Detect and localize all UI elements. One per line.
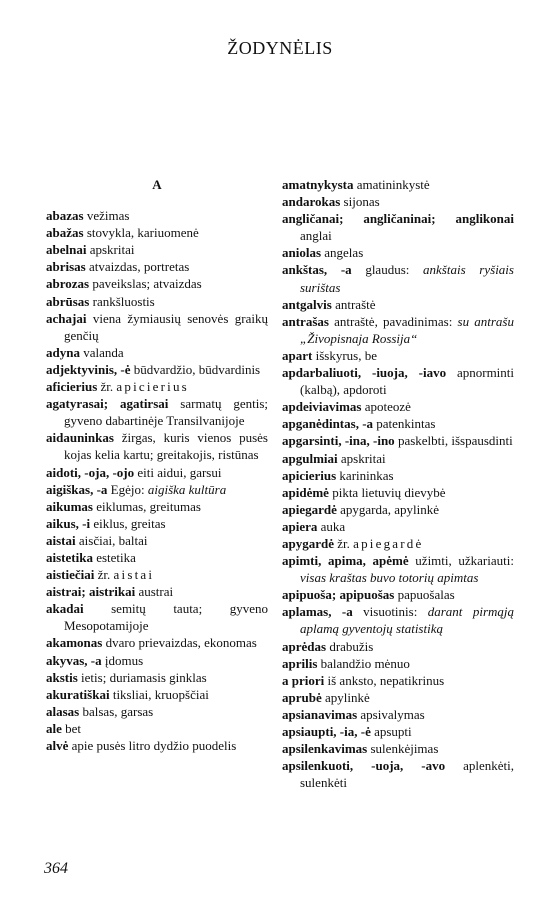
entry-definition: anglai	[300, 228, 332, 244]
entry-definition: apylinkė	[321, 689, 370, 705]
dictionary-entry	[46, 583, 268, 600]
entry-definition: angelas	[321, 245, 364, 261]
entry-definition: valanda	[79, 344, 124, 360]
dictionary-entry	[46, 600, 268, 634]
entry-headword: apidėmė	[282, 484, 329, 500]
entry-headword: amatnykysta	[282, 177, 354, 192]
entry-definition: aplenkėti, sulenkėti	[300, 758, 514, 791]
dictionary-entry	[282, 176, 514, 193]
entry-headword: apsianavimas	[282, 706, 358, 722]
entry-headword: abelnai	[46, 242, 87, 258]
entry-definition: ietis; duriamasis ginklas	[77, 669, 207, 685]
entry-headword: antgalvis	[282, 296, 332, 312]
entry-headword: agatyrasai; agatirsai	[46, 396, 169, 412]
dictionary-entry	[282, 450, 514, 467]
page-number: 364	[44, 860, 68, 877]
entry-headword: akuratiškai	[46, 686, 110, 702]
entry-headword: apiegardė	[282, 501, 337, 517]
left-column	[46, 176, 268, 754]
entry-definition: aisčiai, baltai	[75, 532, 148, 548]
entry-example: aigiška kultūra	[147, 481, 227, 497]
dictionary-entry	[46, 395, 268, 429]
dictionary-entry	[282, 347, 514, 364]
entry-headword: abrūsas	[46, 293, 90, 309]
entry-headword: adyna	[46, 344, 80, 360]
entries-right	[282, 176, 514, 791]
entry-headword: apganėdintas, -a	[282, 416, 374, 432]
dictionary-entry	[282, 757, 514, 791]
dictionary-entry	[282, 210, 514, 244]
entry-definition: žr.	[334, 535, 354, 551]
entry-definition: sulenkėjimas	[367, 741, 439, 757]
entry-headword: abrisas	[46, 259, 86, 275]
entry-crossref: apicierius	[116, 379, 189, 395]
entry-headword: aniolas	[282, 245, 322, 261]
entry-headword: apdarbaliuoti, -iuoja, -iavo	[282, 365, 447, 381]
dictionary-entry	[46, 532, 268, 549]
entry-definition: antraštė	[331, 296, 376, 312]
dictionary-entry	[282, 552, 514, 586]
entry-definition: glaudus:	[351, 262, 424, 278]
entry-headword: abazas	[46, 208, 84, 224]
dictionary-entry	[282, 432, 514, 449]
entry-definition: karininkas	[336, 467, 394, 483]
entry-headword: aigiškas, -a	[46, 481, 108, 497]
entry-headword: aidoti, -oja, -ojo	[46, 464, 135, 480]
entry-definition: Egėjo:	[107, 481, 148, 497]
entry-definition: vežimas	[83, 208, 130, 224]
dictionary-entry	[282, 740, 514, 757]
dictionary-entry	[46, 224, 268, 241]
entry-headword: aistrai; aistrikai	[46, 584, 136, 600]
entry-crossref: aistai	[113, 567, 155, 583]
dictionary-entry	[282, 535, 514, 552]
entry-example: ankštais ryšiais surištas	[300, 262, 514, 295]
entry-definition: užimti, užkariauti:	[408, 553, 514, 569]
entry-definition: apskritai	[86, 242, 135, 258]
section-letter: A	[152, 177, 162, 192]
entry-headword: aidauninkas	[46, 430, 114, 446]
entry-headword: abrozas	[46, 276, 90, 292]
entry-example: darant pirmąją aplamą gyventojų statistiką	[300, 604, 515, 637]
entry-headword: angličanai; angličaninai; anglikonai	[282, 211, 514, 227]
entry-example: su antrašu „Živopisnaja Rossija“	[300, 313, 514, 346]
entry-headword: apart	[282, 347, 313, 363]
dictionary-entry	[282, 364, 514, 398]
dictionary-entry	[46, 310, 268, 344]
entry-definition: tiksliai, kruopščiai	[109, 686, 209, 702]
entry-headword: ankštas, -a	[282, 262, 352, 278]
entry-headword: aistai	[46, 532, 76, 548]
entry-headword: apicierius	[282, 467, 337, 483]
dictionary-entry	[282, 723, 514, 740]
entry-definition: papuošalas	[394, 587, 455, 603]
dictionary-entry	[282, 484, 514, 501]
page-title: ŽODYNĖLIS	[227, 38, 333, 58]
dictionary-entry	[282, 193, 514, 210]
entry-headword: apimti, apima, apėmė	[282, 553, 409, 569]
entry-definition: apskritai	[337, 450, 386, 466]
entry-definition: apoteozė	[361, 399, 411, 415]
entry-headword: alvė	[46, 738, 69, 753]
dictionary-entry	[46, 498, 268, 515]
entry-headword: aprubė	[282, 689, 322, 705]
dictionary-entry	[282, 518, 514, 535]
entry-definition: būdvardžio, būdvardinis	[130, 361, 261, 377]
entry-definition: dvaro prievaizdas, ekonomas	[102, 635, 257, 651]
dictionary-entry	[46, 258, 268, 275]
dictionary-entry	[282, 467, 514, 484]
entry-definition: apsivalymas	[357, 706, 425, 722]
entry-definition: amatininkystė	[353, 177, 430, 192]
entry-definition: eiklus, greitas	[90, 515, 166, 531]
dictionary-entry	[46, 652, 268, 669]
entry-definition: stovykla, kariuomenė	[83, 225, 199, 241]
entry-definition: apnorminti (kalbą), apdoroti	[300, 365, 515, 398]
dictionary-entry	[46, 293, 268, 310]
entry-headword: alasas	[46, 703, 80, 719]
entry-definition: eiklumas, greitumas	[92, 498, 201, 514]
dictionary-entry	[282, 415, 514, 432]
entry-headword: apipuoša; apipuošas	[282, 587, 395, 603]
dictionary-entry	[46, 344, 268, 361]
dictionary-entry	[282, 638, 514, 655]
dictionary-entry	[46, 361, 268, 378]
dictionary-entry	[46, 737, 268, 754]
entry-headword: aplamas, -a	[282, 604, 353, 620]
entry-definition: įdomus	[101, 652, 144, 668]
entry-definition: paskelbti, išspausdinti	[394, 433, 513, 449]
entry-definition: viena žymiausių senovės graikų genčių	[64, 310, 268, 343]
dictionary-entry	[282, 501, 514, 518]
entry-headword: akyvas, -a	[46, 652, 102, 668]
dictionary-entry	[46, 703, 268, 720]
dictionary-entry	[282, 398, 514, 415]
entry-headword: antrašas	[282, 313, 329, 329]
dictionary-entry	[46, 275, 268, 292]
dictionary-entry	[46, 634, 268, 651]
entry-definition: išskyrus, be	[312, 347, 377, 363]
dictionary-entry	[282, 313, 514, 347]
entry-headword: aistiečiai	[46, 567, 95, 583]
dictionary-entry	[46, 241, 268, 258]
entry-definition: apie pusės litro dydžio puodelis	[68, 738, 237, 753]
entry-headword: apygardė	[282, 535, 334, 551]
dictionary-entry	[46, 429, 268, 463]
entry-headword: apsiaupti, -ia, -ė	[282, 724, 371, 739]
entry-definition: pikta lietuvių dievybė	[328, 484, 446, 500]
entry-headword: aprėdas	[282, 638, 327, 654]
entry-headword: aistetika	[46, 549, 93, 565]
dictionary-entry	[282, 586, 514, 603]
entry-headword: apgulmiai	[282, 450, 338, 466]
entry-definition: patenkintas	[373, 416, 436, 432]
entry-headword: a priori	[282, 672, 325, 688]
entry-headword: abažas	[46, 225, 84, 241]
entry-definition: sarmatų gentis; gyveno dabartinėje Transilvanijoje	[64, 396, 268, 429]
entry-definition: atvaizdas, portretas	[85, 259, 190, 275]
entry-headword: aprilis	[282, 655, 318, 671]
entry-headword: apgarsinti, -ina, -ino	[282, 433, 395, 449]
dictionary-entry	[282, 689, 514, 706]
dictionary-entry	[282, 672, 514, 689]
entry-definition: auka	[317, 518, 346, 534]
entry-headword: apsilenkuoti, -uoja, -avo	[282, 758, 446, 774]
entry-headword: adjektyvinis, -ė	[46, 361, 131, 377]
entry-definition: apsupti	[370, 724, 412, 739]
entry-headword: akamonas	[46, 635, 103, 651]
entry-headword: andarokas	[282, 194, 341, 210]
dictionary-entry	[46, 464, 268, 481]
entry-headword: ale	[46, 720, 62, 736]
entries-left	[46, 207, 268, 754]
dictionary-entry	[46, 566, 268, 583]
entry-headword: aikumas	[46, 498, 93, 514]
dictionary-entry	[46, 481, 268, 498]
entry-definition: paveikslas; atvaizdas	[89, 276, 202, 292]
entry-example: visas kraštas buvo totorių apimtas	[300, 570, 479, 586]
entry-definition: visuotinis:	[352, 604, 428, 620]
entry-definition: eiti aidui, garsui	[134, 464, 222, 480]
entry-definition: bet	[61, 720, 82, 736]
entry-headword: aficierius	[46, 379, 98, 395]
entry-headword: apdeiviavimas	[282, 399, 362, 415]
dictionary-entry	[282, 296, 514, 313]
entry-definition: antraštė, pavadinimas:	[328, 313, 458, 329]
dictionary-entry	[46, 207, 268, 224]
entry-definition: apygarda, apylinkė	[336, 501, 440, 517]
dictionary-entry	[46, 720, 268, 737]
dictionary-entry	[46, 378, 268, 395]
entry-definition: balsas, garsas	[79, 703, 154, 719]
entry-headword: apiera	[282, 518, 318, 534]
entry-crossref: apiegardė	[353, 535, 424, 551]
entry-definition: drabužis	[326, 638, 374, 654]
entry-definition: estetika	[92, 549, 136, 565]
dictionary-entry	[282, 244, 514, 261]
entry-headword: akstis	[46, 669, 78, 685]
entry-definition: austrai	[135, 584, 174, 600]
entry-headword: akadai	[46, 601, 84, 617]
entry-definition: semitų tauta; gyveno Mesopotamijoje	[64, 601, 268, 634]
dictionary-entry	[46, 515, 268, 532]
entry-definition: iš anksto, nepatikrinus	[324, 672, 445, 688]
dictionary-entry	[46, 669, 268, 686]
entry-headword: achajai	[46, 310, 87, 326]
entry-definition: balandžio mėnuo	[317, 655, 410, 671]
entry-definition: žirgas, kuris vienos pusės kojas kelia kartu; greitakojis, ristūnas	[64, 430, 268, 463]
dictionary-entry	[282, 706, 514, 723]
entry-headword: aikus, -i	[46, 515, 91, 531]
entry-definition: žr.	[94, 567, 114, 583]
dictionary-entry	[282, 261, 514, 295]
dictionary-entry	[46, 549, 268, 566]
dictionary-entry	[282, 603, 514, 637]
entry-headword: apsilenkavimas	[282, 741, 368, 757]
entry-definition: sijonas	[340, 194, 380, 210]
entry-definition: žr.	[97, 379, 117, 395]
entry-definition: rankšluostis	[89, 293, 155, 309]
right-column	[282, 176, 514, 791]
dictionary-entry	[282, 655, 514, 672]
dictionary-entry	[46, 686, 268, 703]
